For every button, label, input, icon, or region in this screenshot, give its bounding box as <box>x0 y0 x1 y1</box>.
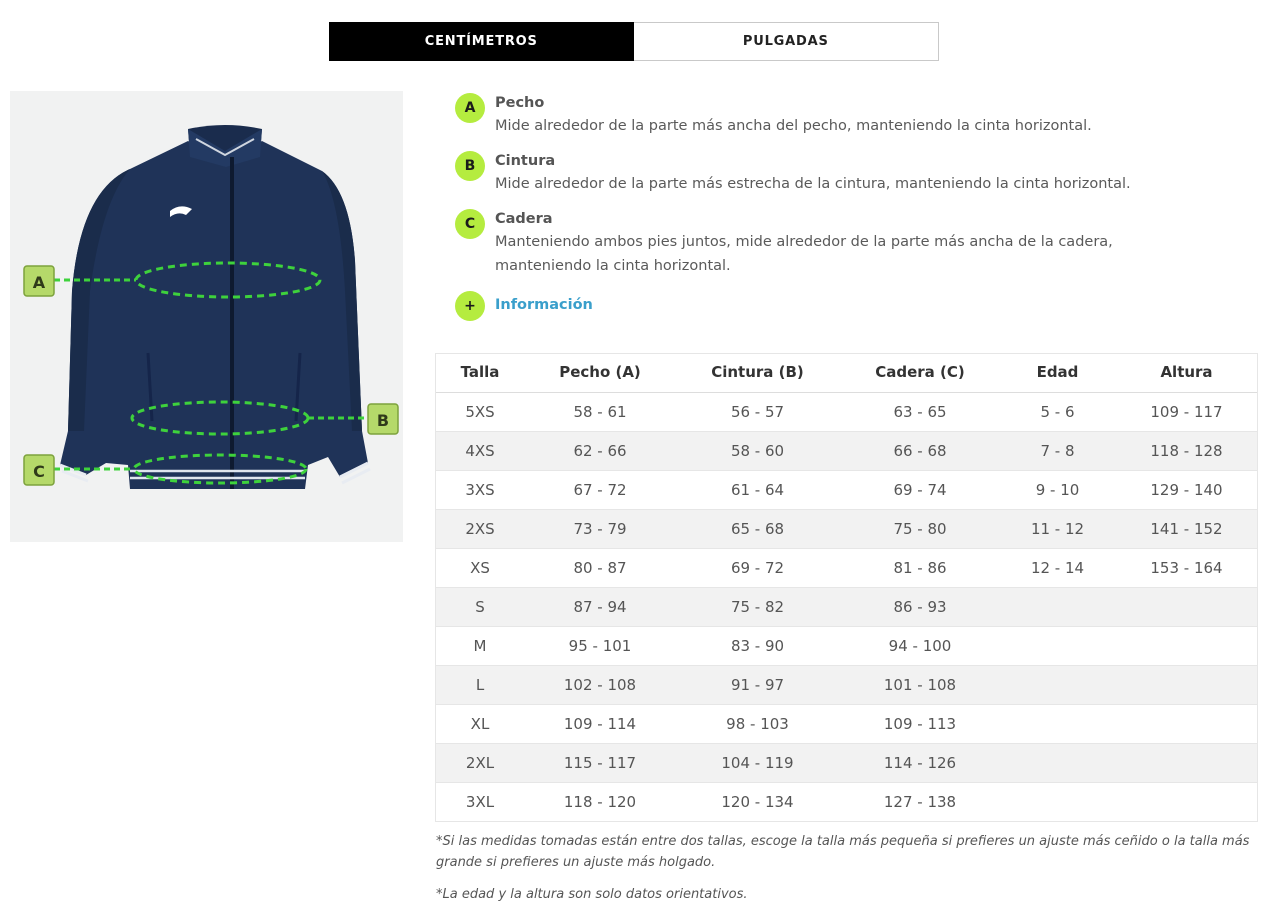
table-cell: 87 - 94 <box>525 587 675 626</box>
note-age-height: *La edad y la altura son solo datos orientativos. <box>436 887 748 902</box>
table-cell: 3XL <box>435 782 525 821</box>
table-cell: 102 - 108 <box>525 665 675 704</box>
table-cell <box>1115 782 1258 821</box>
table-cell: 153 - 164 <box>1115 548 1258 587</box>
size-table <box>435 353 1258 821</box>
table-cell: 81 - 86 <box>840 548 1000 587</box>
svg-text:B: B <box>376 411 390 430</box>
table-cell: 66 - 68 <box>840 431 1000 470</box>
table-cell: 58 - 60 <box>675 431 840 470</box>
table-cell: 5 - 6 <box>1000 392 1115 431</box>
table-cell: XS <box>435 548 525 587</box>
table-row <box>435 470 1258 509</box>
table-cell: 141 - 152 <box>1115 509 1258 548</box>
table-cell <box>1000 665 1115 704</box>
table-cell: 62 - 66 <box>525 431 675 470</box>
table-row <box>435 743 1258 782</box>
table-row <box>435 431 1258 470</box>
letter-badge-a: A <box>455 93 485 123</box>
col-header-edad: Edad <box>1000 353 1115 392</box>
table-row <box>435 782 1258 821</box>
table-cell: 58 - 61 <box>525 392 675 431</box>
note-fit: *Si las medidas tomadas están entre dos tallas, escoge la talla más pequeña si prefieres un ajuste más ceñido o la talla más grande si prefieres un ajuste más holgado. <box>436 834 1250 870</box>
table-cell: 3XS <box>435 470 525 509</box>
col-header-altura: Altura <box>1115 353 1258 392</box>
table-cell <box>1115 704 1258 743</box>
table-cell: 129 - 140 <box>1115 470 1258 509</box>
table-cell: 114 - 126 <box>840 743 1000 782</box>
col-header-cintura: Cintura (B) <box>675 353 840 392</box>
marker-a <box>24 266 54 296</box>
info-toggle[interactable] <box>455 290 1215 321</box>
table-cell: 12 - 14 <box>1000 548 1115 587</box>
table-cell: 83 - 90 <box>675 626 840 665</box>
info-link[interactable]: Información <box>495 297 593 313</box>
table-cell: 67 - 72 <box>525 470 675 509</box>
jacket-illustration <box>10 91 403 542</box>
table-cell: 69 - 74 <box>840 470 1000 509</box>
tab-centimetros[interactable]: CENTÍMETROS <box>329 22 634 61</box>
table-cell: 86 - 93 <box>840 587 1000 626</box>
table-cell: 91 - 97 <box>675 665 840 704</box>
table-cell <box>1000 626 1115 665</box>
jacket-measurement-image <box>10 91 403 542</box>
table-cell: 94 - 100 <box>840 626 1000 665</box>
table-cell: 2XL <box>435 743 525 782</box>
guide-title: Cadera <box>495 211 553 227</box>
table-row <box>435 665 1258 704</box>
svg-text:A: A <box>32 273 46 292</box>
table-cell: 63 - 65 <box>840 392 1000 431</box>
marker-c <box>24 455 54 485</box>
table-cell <box>1115 743 1258 782</box>
table-row <box>435 626 1258 665</box>
table-cell: M <box>435 626 525 665</box>
table-cell: S <box>435 587 525 626</box>
guide-item-cadera <box>455 208 1215 278</box>
table-cell: 75 - 82 <box>675 587 840 626</box>
table-cell: 109 - 113 <box>840 704 1000 743</box>
col-header-pecho: Pecho (A) <box>525 353 675 392</box>
table-cell <box>1115 626 1258 665</box>
guide-description: Mide alrededor de la parte más estrecha de la cintura, manteniendo la cinta horizontal. <box>495 176 1131 192</box>
table-cell: 9 - 10 <box>1000 470 1115 509</box>
guide-item-cintura <box>455 150 1215 196</box>
table-cell <box>1000 704 1115 743</box>
table-cell: 118 - 120 <box>525 782 675 821</box>
table-cell <box>1000 782 1115 821</box>
table-cell: 98 - 103 <box>675 704 840 743</box>
svg-text:C: C <box>33 462 45 481</box>
table-row <box>435 509 1258 548</box>
table-row <box>435 704 1258 743</box>
col-header-talla: Talla <box>435 353 525 392</box>
table-cell: 80 - 87 <box>525 548 675 587</box>
table-cell: 69 - 72 <box>675 548 840 587</box>
table-cell: 75 - 80 <box>840 509 1000 548</box>
table-cell: 4XS <box>435 431 525 470</box>
table-cell: XL <box>435 704 525 743</box>
table-row <box>435 548 1258 587</box>
tab-pulgadas[interactable]: PULGADAS <box>634 22 940 61</box>
col-header-cadera: Cadera (C) <box>840 353 1000 392</box>
table-cell: 120 - 134 <box>675 782 840 821</box>
table-cell: 104 - 119 <box>675 743 840 782</box>
table-cell: 109 - 117 <box>1115 392 1258 431</box>
table-cell: 11 - 12 <box>1000 509 1115 548</box>
table-cell: 61 - 64 <box>675 470 840 509</box>
table-header-row <box>435 353 1258 392</box>
table-cell: 2XS <box>435 509 525 548</box>
table-row <box>435 392 1258 431</box>
table-cell: 118 - 128 <box>1115 431 1258 470</box>
guide-title: Pecho <box>495 95 545 111</box>
letter-badge-c: C <box>455 209 485 239</box>
table-cell <box>1000 743 1115 782</box>
guide-description: Mide alrededor de la parte más ancha del pecho, manteniendo la cinta horizontal. <box>495 118 1092 134</box>
guide-title: Cintura <box>495 153 556 169</box>
letter-badge-b: B <box>455 151 485 181</box>
guide-item-pecho <box>455 92 1215 138</box>
size-notes <box>436 831 1266 905</box>
table-cell <box>1115 587 1258 626</box>
guide-description: Manteniendo ambos pies juntos, mide alrededor de la parte más ancha de la cadera, manteniendo la cinta horizontal. <box>495 234 1113 274</box>
measurement-guide <box>455 92 1215 333</box>
table-cell: 115 - 117 <box>525 743 675 782</box>
table-row <box>435 587 1258 626</box>
unit-tabs <box>329 22 939 61</box>
table-cell: 65 - 68 <box>675 509 840 548</box>
table-cell: 101 - 108 <box>840 665 1000 704</box>
table-cell: 127 - 138 <box>840 782 1000 821</box>
plus-icon[interactable]: + <box>455 291 485 321</box>
table-cell: 109 - 114 <box>525 704 675 743</box>
table-cell <box>1115 665 1258 704</box>
marker-b <box>368 404 398 434</box>
table-cell: 73 - 79 <box>525 509 675 548</box>
table-cell: 5XS <box>435 392 525 431</box>
table-cell: 7 - 8 <box>1000 431 1115 470</box>
table-cell <box>1000 587 1115 626</box>
table-cell: L <box>435 665 525 704</box>
table-cell: 56 - 57 <box>675 392 840 431</box>
table-cell: 95 - 101 <box>525 626 675 665</box>
